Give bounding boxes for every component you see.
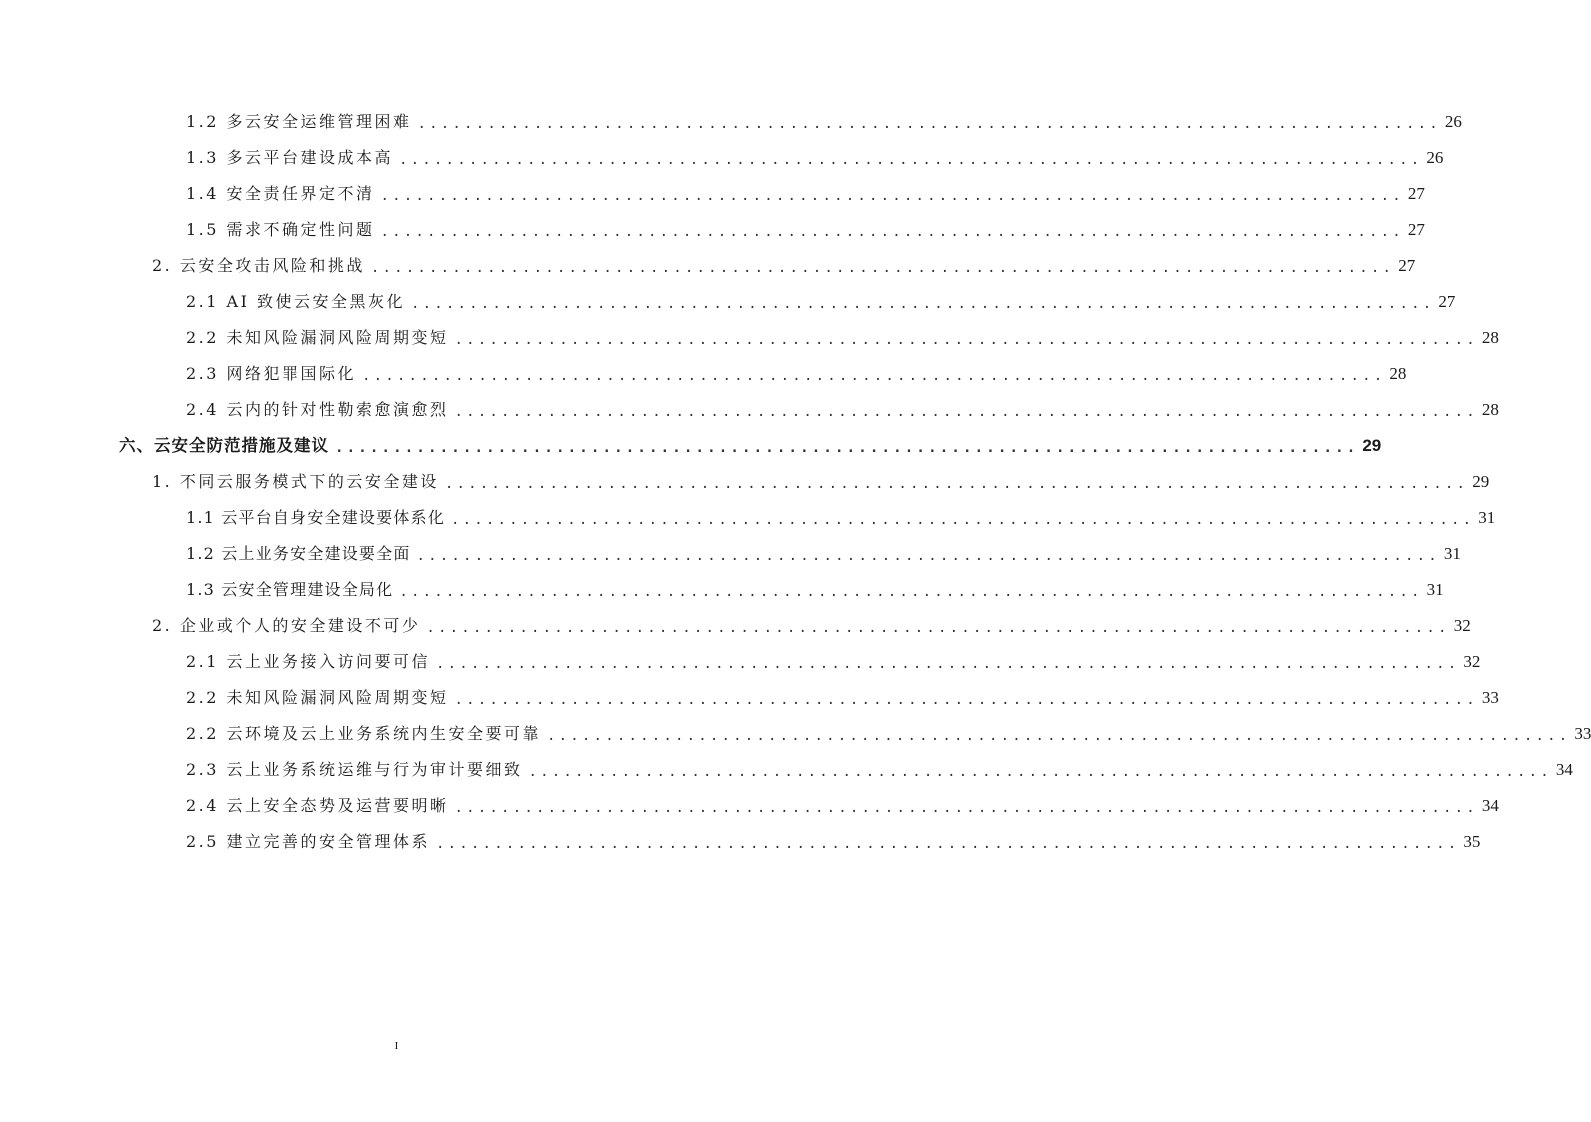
- toc-entry-title: 2.1 AI 致使云安全黑灰化: [186, 292, 405, 311]
- toc-entry-title: 1.3 多云平台建设成本高: [186, 148, 394, 167]
- toc-entry-page: 34: [1555, 760, 1573, 779]
- dot-leader: ........................................................................................: [399, 584, 1423, 600]
- toc-entry[interactable]: [186, 286, 1456, 312]
- dot-leader: ........................................................................................: [417, 116, 1441, 132]
- toc-entry-chapter[interactable]: [119, 430, 1382, 456]
- dot-leader: ........................................................................................: [454, 332, 1478, 348]
- toc-entry[interactable]: [186, 718, 1591, 744]
- toc-entry-page: 34: [1481, 796, 1499, 815]
- dot-leader: ........................................................................................: [450, 512, 1475, 528]
- toc-entry-page: 31: [1478, 508, 1496, 527]
- toc-entry[interactable]: [152, 610, 1471, 636]
- toc-entry-title: 1.4 安全责任界定不清: [186, 184, 375, 203]
- toc-entry-title: 1.3 云安全管理建设全局化: [186, 580, 394, 599]
- toc-entry[interactable]: [186, 790, 1499, 816]
- dot-leader: ........................................................................................: [370, 260, 1395, 276]
- toc-entry-title: 2.1 云上业务接入访问要可信: [186, 652, 431, 671]
- toc-entry-page: 26: [1426, 148, 1444, 167]
- toc-entry-title: 2.2 未知风险漏洞风险周期变短: [186, 328, 449, 347]
- toc-entry-title: 2.3 云上业务系统运维与行为审计要细致: [186, 760, 523, 779]
- toc-entry[interactable]: [186, 394, 1499, 420]
- toc-entry-page: 27: [1438, 292, 1456, 311]
- dot-leader: ........................................................................................: [454, 404, 1478, 420]
- toc-entry-page: 27: [1407, 220, 1425, 239]
- toc-entry-page: 32: [1463, 652, 1481, 671]
- toc-entry-page: 29: [1362, 436, 1382, 455]
- toc-entry-page: 29: [1472, 472, 1490, 491]
- toc-entry-page: 33: [1481, 688, 1499, 707]
- toc-entry[interactable]: [186, 358, 1407, 384]
- toc-entry[interactable]: [186, 322, 1499, 348]
- dot-leader: ........................................................................................: [335, 440, 1359, 456]
- toc-entry-title: 1. 不同云服务模式下的云安全建设: [152, 472, 439, 491]
- dot-leader: ........................................................................................: [416, 548, 1440, 564]
- dot-leader: ........................................................................................: [454, 800, 1478, 816]
- toc-entry-title: 2.4 云上安全态势及运营要明晰: [186, 796, 449, 815]
- toc-entry-title: 2.5 建立完善的安全管理体系: [186, 832, 431, 851]
- toc-entry-page: 32: [1453, 616, 1471, 635]
- toc-entry[interactable]: [186, 538, 1461, 564]
- dot-leader: ........................................................................................: [380, 224, 1404, 240]
- toc-entry[interactable]: [186, 754, 1573, 780]
- toc-entry-title: 1.1 云平台自身安全建设要体系化: [186, 508, 445, 527]
- toc-entry-title: 2.2 云环境及云上业务系统内生安全要可靠: [186, 724, 542, 743]
- toc-entry[interactable]: [186, 574, 1444, 600]
- toc-entry[interactable]: [186, 178, 1425, 204]
- toc-entry[interactable]: [186, 826, 1481, 852]
- dot-leader: ........................................................................................: [436, 656, 1460, 672]
- dot-leader: ........................................................................................: [528, 764, 1552, 780]
- toc-entry[interactable]: [186, 142, 1444, 168]
- toc-entry-title: 1.2 多云安全运维管理困难: [186, 112, 412, 131]
- dot-leader: ........................................................................................: [436, 836, 1460, 852]
- dot-leader: ........................................................................................: [399, 152, 1423, 168]
- dot-leader: ........................................................................................: [426, 620, 1450, 636]
- toc-entry-page: 26: [1444, 112, 1462, 131]
- toc-entry-title: 2.3 网络犯罪国际化: [186, 364, 357, 383]
- toc-entry-page: 27: [1407, 184, 1425, 203]
- dot-leader: ........................................................................................: [444, 476, 1469, 492]
- toc-entry[interactable]: [186, 106, 1462, 132]
- toc-entry-page: 35: [1463, 832, 1481, 851]
- dot-leader: ........................................................................................: [411, 296, 1435, 312]
- toc-entry-page: 28: [1481, 328, 1499, 347]
- toc-entry[interactable]: [152, 466, 1490, 492]
- toc-entry-page: 27: [1398, 256, 1416, 275]
- dot-leader: ........................................................................................: [380, 188, 1404, 204]
- toc-entry-page: 33: [1574, 724, 1591, 743]
- toc-entry-title: 2. 云安全攻击风险和挑战: [152, 256, 365, 275]
- toc-entry[interactable]: [186, 646, 1481, 672]
- toc-entry-title: 1.2 云上业务安全建设要全面: [186, 544, 411, 563]
- toc-entry[interactable]: [186, 682, 1499, 708]
- toc-entry-title: 六、云安全防范措施及建议: [119, 436, 329, 455]
- dot-leader: ........................................................................................: [547, 728, 1571, 744]
- toc-entry[interactable]: [186, 214, 1425, 240]
- toc-entry-page: 31: [1443, 544, 1461, 563]
- toc-entry[interactable]: [152, 250, 1416, 276]
- footer-page-number: I: [394, 1040, 399, 1052]
- toc-entry-title: 2. 企业或个人的安全建设不可少: [152, 616, 421, 635]
- toc-entry-title: 1.5 需求不确定性问题: [186, 220, 375, 239]
- toc-entry-title: 2.2 未知风险漏洞风险周期变短: [186, 688, 449, 707]
- toc-entry-page: 31: [1426, 580, 1444, 599]
- toc-entry-title: 2.4 云内的针对性勒索愈演愈烈: [186, 400, 449, 419]
- dot-leader: ........................................................................................: [362, 368, 1386, 384]
- dot-leader: ........................................................................................: [454, 692, 1478, 708]
- toc-entry[interactable]: [186, 502, 1496, 528]
- toc-entry-page: 28: [1389, 364, 1407, 383]
- toc-entry-page: 28: [1481, 400, 1499, 419]
